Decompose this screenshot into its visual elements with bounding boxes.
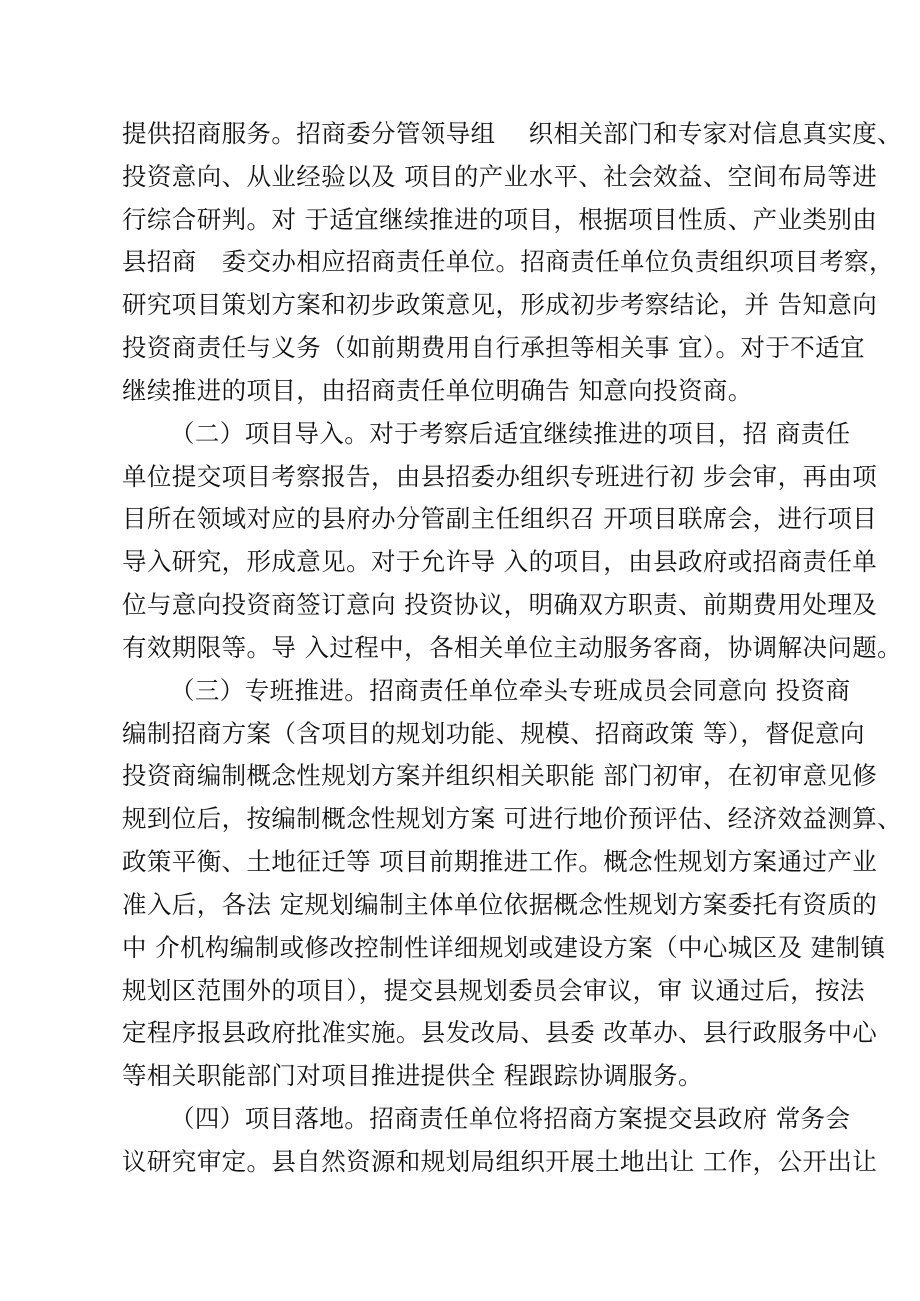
- paragraph-line: 等相关职能部门对项目推进提供全 程跟踪协调服务。: [122, 1061, 703, 1090]
- section-heading-line: （三）专班推进。招商责任单位牵头专班成员会同意向 投资商: [170, 676, 851, 705]
- paragraph-line: 行综合研判。对 于适宜继续推进的项目，根据项目性质、产业类别由: [122, 205, 878, 234]
- paragraph-line: 准入后，各法 定规划编制主体单位依据概念性规划方案委托有资质的: [122, 890, 878, 919]
- paragraph-line: 提供招商服务。招商委分管领导组 织相关部门和专家对信息真实度、: [122, 119, 903, 148]
- paragraph-line: 有效期限等。导 入过程中，各相关单位主动服务客商，协调解决问题。: [122, 633, 903, 662]
- paragraph-line: 规到位后，按编制概念性规划方案 可进行地价预评估、经济效益测算、: [122, 804, 903, 833]
- paragraph-line: 研究项目策划方案和初步政策意见，形成初步考察结论，并 告知意向: [122, 290, 878, 319]
- paragraph-line: 继续推进的项目，由招商责任单位明确告 知意向投资商。: [122, 376, 753, 405]
- paragraph-line: 投资意向、从业经验以及 项目的产业水平、社会效益、空间布局等进: [122, 162, 878, 191]
- paragraph-line: 中 介机构编制或修改控制性详细规划或建设方案（中心城区及 建制镇: [122, 933, 886, 962]
- paragraph-line: 位与意向投资商签订意向 投资协议，明确双方职责、前期费用处理及: [122, 590, 878, 619]
- paragraph-line: 目所在领域对应的县府办分管副主任组织召 开项目联席会，进行项目: [122, 504, 878, 533]
- paragraph-line: 投资商编制概念性规划方案并组织相关职能 部门初审，在初审意见修: [122, 761, 878, 790]
- paragraph-line: 投资商责任与义务（如前期费用自行承担等相关事 宜）。对于不适宜: [122, 333, 865, 362]
- paragraph-line: 导入研究，形成意见。对于允许导 入的项目，由县政府或招商责任单: [122, 547, 878, 576]
- section-heading-line: （二）项目导入。对于考察后适宜继续推进的项目，招 商责任: [170, 419, 851, 448]
- paragraph-line: 议研究审定。县自然资源和规划局组织开展土地出让 工作，公开出让: [122, 1147, 878, 1176]
- paragraph-line: 单位提交项目考察报告，由县招委办组织专班进行初 步会审，再由项: [122, 462, 878, 491]
- section-heading-line: （四）项目落地。招商责任单位将招商方案提交县政府 常务会: [170, 1104, 851, 1133]
- paragraph-line: 定程序报县政府批准实施。县发改局、县委 改革办、县行政服务中心: [122, 1018, 878, 1047]
- paragraph-line: 规划区范围外的项目），提交县规划委员会审议，审 议通过后，按法: [122, 976, 865, 1005]
- paragraph-line: 编制招商方案（含项目的规划功能、规模、招商政策 等），督促意向: [122, 719, 865, 748]
- paragraph-line: 县招商 委交办相应招商责任单位。招商责任单位负责组织项目考察，: [122, 247, 894, 276]
- paragraph-line: 政策平衡、土地征迁等 项目前期推进工作。概念性规划方案通过产业: [122, 847, 878, 876]
